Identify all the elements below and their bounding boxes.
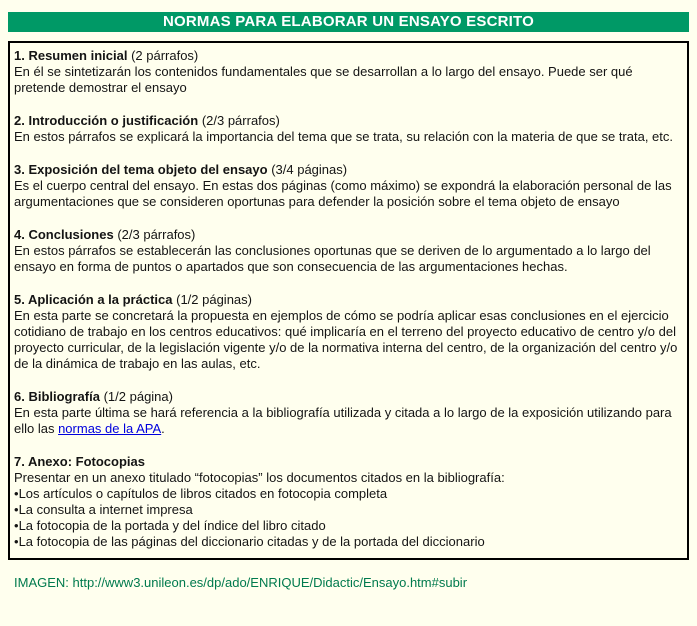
section-heading: [14, 113, 681, 129]
section-body: [14, 243, 681, 275]
body-text-run: En estos párrafos se establecerán las conclusiones oportunas que se deriven de lo argumentado a lo largo del ensayo en forma de puntos o apartados que son consecuencia de las argumentaciones hechas.: [14, 243, 651, 274]
section-heading: [14, 454, 681, 470]
bullet-item: • Los artículos o capítulos de libros citados en fotocopia completa: [14, 486, 681, 502]
apa-norms-link[interactable]: normas de la APA: [58, 421, 162, 436]
section-5: [14, 292, 681, 372]
section-body: [14, 470, 681, 486]
content-box: [8, 41, 689, 560]
body-text-run: Presentar en un anexo titulado “fotocopias” los documentos citados en la bibliografía:: [14, 470, 505, 485]
section-4: [14, 227, 681, 275]
section-body: [14, 64, 681, 96]
body-text-run: En esta parte última se hará referencia a la bibliografía utilizada y citada a lo largo de la exposición utilizando para ello las: [14, 405, 672, 436]
bullet-item: • La consulta a internet impresa: [14, 502, 681, 518]
section-note: (1/2 páginas): [176, 292, 252, 307]
section-1: [14, 48, 681, 96]
section-note: (2/3 párrafos): [201, 113, 280, 128]
section-title: 6. Bibliografía: [14, 389, 100, 404]
bullet-list: [14, 486, 681, 550]
section-body: [14, 405, 681, 437]
bullet-item: • La fotocopia de la portada y del índice del libro citado: [14, 518, 681, 534]
section-title: 2. Introducción o justificación: [14, 113, 199, 128]
body-text-run: Es el cuerpo central del ensayo. En estas dos páginas (como máximo) se expondrá la elaboración personal de las argumentaciones que se consideren oportunas para defender la posición sobre el tema objeto de ensayo: [14, 178, 672, 209]
section-body: [14, 129, 681, 145]
section-body: [14, 178, 681, 210]
section-title: 3. Exposición del tema objeto del ensayo: [14, 162, 268, 177]
section-heading: [14, 162, 681, 178]
section-title: 1. Resumen inicial: [14, 48, 128, 63]
section-title: 5. Aplicación a la práctica: [14, 292, 173, 307]
section-note: (3/4 páginas): [271, 162, 348, 177]
body-text-run: En él se sintetizarán los contenidos fundamentales que se desarrollan a lo largo del ensayo. Puede ser qué pretende demostrar el ensayo: [14, 64, 633, 95]
section-6: [14, 389, 681, 437]
section-7: [14, 454, 681, 550]
section-heading: [14, 48, 681, 64]
page-title: NORMAS PARA ELABORAR UN ENSAYO ESCRITO: [8, 12, 689, 32]
body-text-run: En esta parte se concretará la propuesta en ejemplos de cómo se podría aplicar esas conclusiones en el ejercicio cotidiano de trabajo en los centros educativos: qué implicaría en el terreno del proyecto educativo de centro y/o del proyecto curricular, de la legislación vigente y/o de la normativa interna del centro, de la organización del centro y/o de la dinámica de trabajo en las aulas, etc.: [14, 308, 678, 371]
section-note: (2/3 párrafos): [117, 227, 196, 242]
section-heading: [14, 389, 681, 405]
image-source-caption: IMAGEN: http://www3.unileon.es/dp/ado/ENRIQUE/Didactic/Ensayo.htm#subir: [14, 575, 468, 590]
section-body: [14, 308, 681, 372]
section-title: 7. Anexo: Fotocopias: [14, 454, 145, 469]
section-3: [14, 162, 681, 210]
body-text-run: En estos párrafos se explicará la importancia del tema que se trata, su relación con la materia de que se trata, etc.: [14, 129, 674, 144]
body-text-run: .: [161, 421, 165, 436]
section-heading: [14, 227, 681, 243]
section-heading: [14, 292, 681, 308]
section-note: (1/2 página): [103, 389, 173, 404]
bullet-item: • La fotocopia de las páginas del diccionario citadas y de la portada del diccionario: [14, 534, 681, 550]
section-note: (2 párrafos): [131, 48, 199, 63]
section-2: [14, 113, 681, 145]
section-title: 4. Conclusiones: [14, 227, 114, 242]
